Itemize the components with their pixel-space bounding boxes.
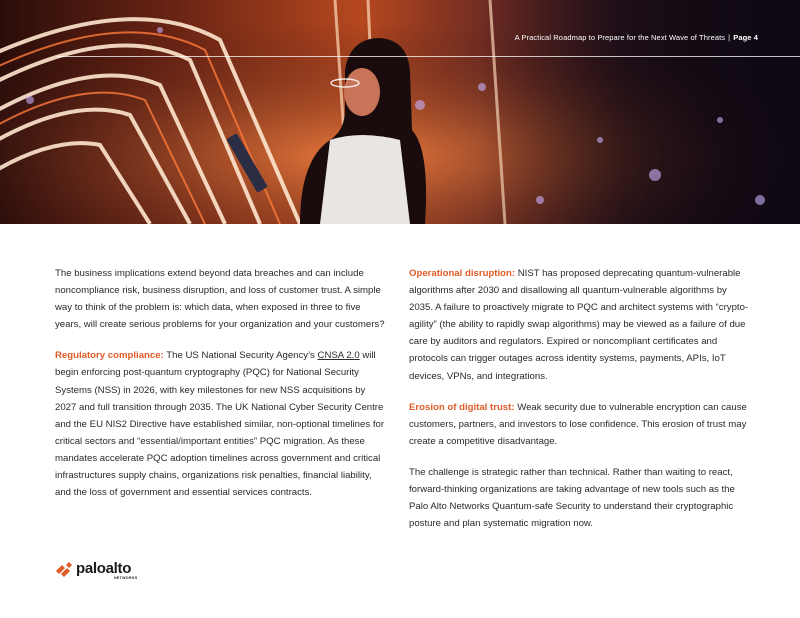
closing-paragraph: The challenge is strategic rather than technical. Rather than waiting to react, forward-thinking organizations are taking advantage of new tools such as the Palo Alto Networks Quantum-safe Security to understand their cryptographic posture and plan systematic migration now. bbox=[409, 466, 735, 530]
right-column bbox=[409, 265, 749, 546]
operational-text: NIST has proposed deprecating quantum-vulnerable algorithms after 2030 and disallowing all quantum-vulnerable algorithms by 2035. A failure to proactively migrate to PQC and architect systems with “crypto-agility” (the ability to rapidly swap algorithms) may be viewed as a failure of due care by auditors and regulators. Expired or noncompliant certificates and protocols can trigger outages across identity systems, payments, APIs, IoT devices, VPNs, and integrations. bbox=[409, 268, 749, 382]
erosion-heading: Erosion of digital trust: bbox=[409, 401, 515, 413]
regulatory-heading: Regulatory compliance: bbox=[55, 350, 164, 362]
regulatory-paragraph bbox=[55, 347, 385, 501]
left-column bbox=[55, 265, 385, 515]
regulatory-pre-text: The US National Security Agency’s bbox=[163, 350, 318, 362]
paloalto-logo-icon bbox=[54, 562, 74, 580]
logo-wordmark: paloalto bbox=[76, 560, 132, 577]
paloalto-logo bbox=[54, 560, 154, 584]
operational-heading: Operational disruption: bbox=[409, 268, 516, 279]
cnsa-link[interactable]: CNSA 2.0 bbox=[317, 350, 360, 362]
running-header bbox=[515, 33, 758, 42]
erosion-paragraph bbox=[409, 399, 749, 450]
running-header-title: A Practical Roadmap to Prepare for the Next Wave of Threats bbox=[514, 33, 726, 42]
erosion-text: Weak security due to vulnerable encryption can cause customers, partners, and investors to lose confidence. This erosion of trust may create a competitive disadvantage. bbox=[409, 401, 747, 447]
page-number: Page 4 bbox=[733, 33, 758, 42]
hero-image bbox=[0, 0, 800, 224]
intro-paragraph: The business implications extend beyond data breaches and can include noncompliance risk, business disruption, and loss of customer trust. A simple way to think of the problem is: which data, when exposed in three to five years, will create serious problems for your organization and your customers? bbox=[55, 268, 385, 331]
running-header-separator: | bbox=[728, 33, 731, 42]
regulatory-text: will begin enforcing post-quantum cryptography (PQC) for National Security Systems (NSS) in 2026, with key milestones for new NSS acquisitions by 2027 and full transition through 2035. The UK National Cyber Security Centre and the EU NIS2 Directive have established similar, non-optional timelines for critical sectors and “essential/important entities” PQC migration. As these mandates accelerate PQC adoption timelines across government and critical infrastructures supply chains, organizations risk penalties, financial liability, and the loss of government and essential services contracts. bbox=[55, 350, 385, 499]
operational-paragraph bbox=[409, 265, 749, 385]
logo-subtitle: NETWORKS bbox=[114, 576, 138, 580]
header-rule bbox=[57, 56, 800, 57]
